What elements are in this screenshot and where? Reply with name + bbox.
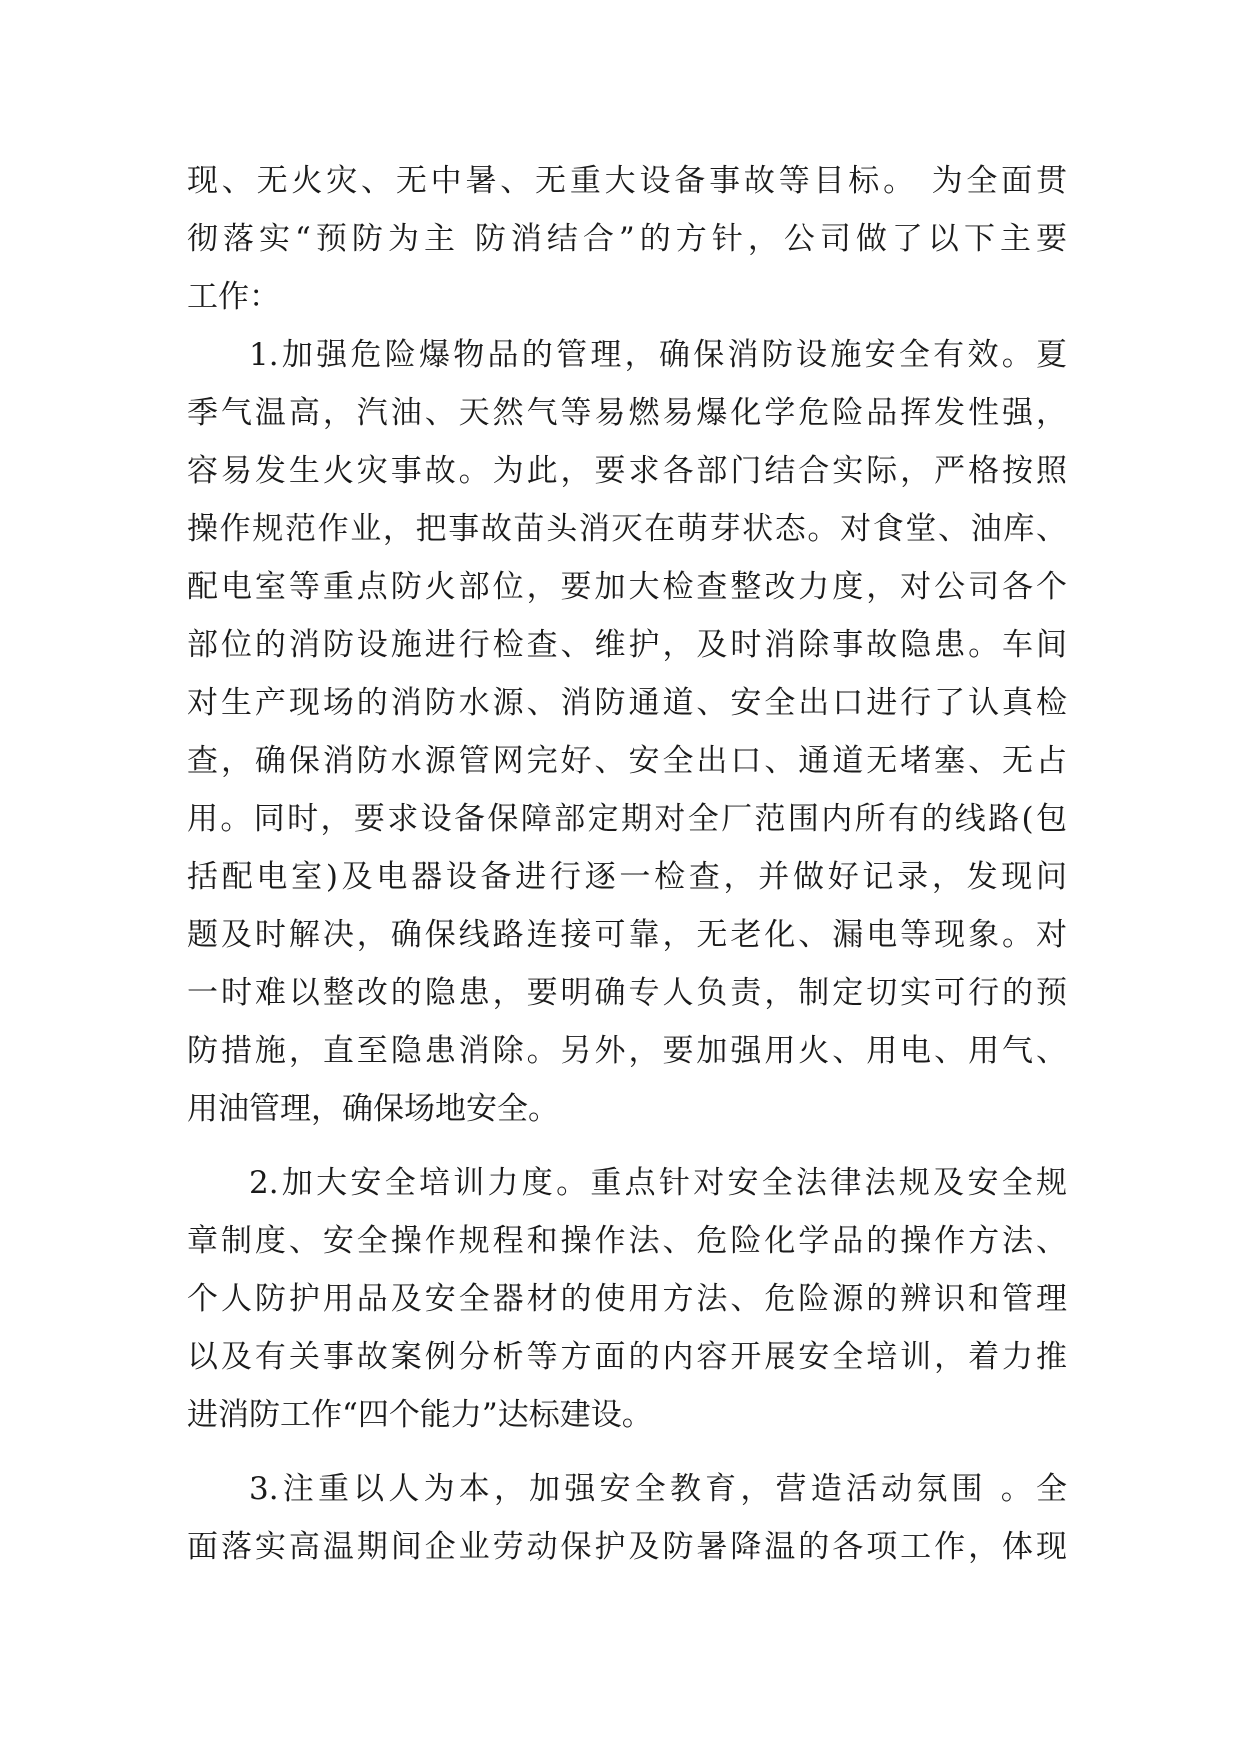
text-line: 彻落实“预防为主 防消结合”的方针，公司做了以下主要 — [187, 221, 1067, 257]
paragraph-gap — [187, 1138, 1067, 1154]
paragraph-intro — [187, 152, 1067, 326]
text-line: 现、无火灾、无中暑、无重大设备事故等目标。 为全面贯 — [187, 163, 1067, 199]
text-line: 面落实高温期间企业劳动保护及防暑降温的各项工作，体现 — [187, 1529, 1067, 1565]
text-line: 1.加强危险爆物品的管理，确保消防设施安全有效。夏 — [249, 337, 1067, 373]
text-line: 3.注重以人为本，加强安全教育，营造活动氛围 。全 — [249, 1471, 1067, 1507]
text-line: 对生产现场的消防水源、消防通道、安全出口进行了认真检 — [187, 685, 1067, 721]
text-line: 以及有关事故案例分析等方面的内容开展安全培训，着力推 — [187, 1339, 1067, 1375]
paragraph-item-3 — [187, 1460, 1067, 1576]
paragraph-gap — [187, 1444, 1067, 1460]
text-line: 查，确保消防水源管网完好、安全出口、通道无堵塞、无占 — [187, 743, 1067, 779]
text-line: 用。同时，要求设备保障部定期对全厂范围内所有的线路(包 — [187, 801, 1067, 837]
text-line: 2.加大安全培训力度。重点针对安全法律法规及安全规 — [249, 1165, 1067, 1201]
text-line: 用油管理，确保场地安全。 — [187, 1091, 559, 1127]
paragraph-item-2 — [187, 1154, 1067, 1444]
text-line: 工作： — [187, 279, 280, 315]
text-line: 季气温高，汽油、天然气等易燃易爆化学危险品挥发性强， — [187, 395, 1067, 431]
text-line: 一时难以整改的隐患，要明确专人负责，制定切实可行的预 — [187, 975, 1067, 1011]
text-line: 题及时解决，确保线路连接可靠，无老化、漏电等现象。对 — [187, 917, 1067, 953]
text-line: 个人防护用品及安全器材的使用方法、危险源的辨识和管理 — [187, 1281, 1067, 1317]
text-line: 括配电室)及电器设备进行逐一检查，并做好记录，发现问 — [187, 859, 1067, 895]
text-line: 防措施，直至隐患消除。另外，要加强用火、用电、用气、 — [187, 1033, 1067, 1069]
text-line: 容易发生火灾事故。为此，要求各部门结合实际，严格按照 — [187, 453, 1067, 489]
text-line: 部位的消防设施进行检查、维护，及时消除事故隐患。车间 — [187, 627, 1067, 663]
text-line: 进消防工作“四个能力”达标建设。 — [187, 1397, 653, 1433]
document-body — [187, 152, 1067, 1576]
text-line: 章制度、安全操作规程和操作法、危险化学品的操作方法、 — [187, 1223, 1067, 1259]
text-line: 操作规范作业，把事故苗头消灭在萌芽状态。对食堂、油库、 — [187, 511, 1067, 547]
paragraph-item-1 — [187, 326, 1067, 1138]
text-line: 配电室等重点防火部位，要加大检查整改力度，对公司各个 — [187, 569, 1067, 605]
